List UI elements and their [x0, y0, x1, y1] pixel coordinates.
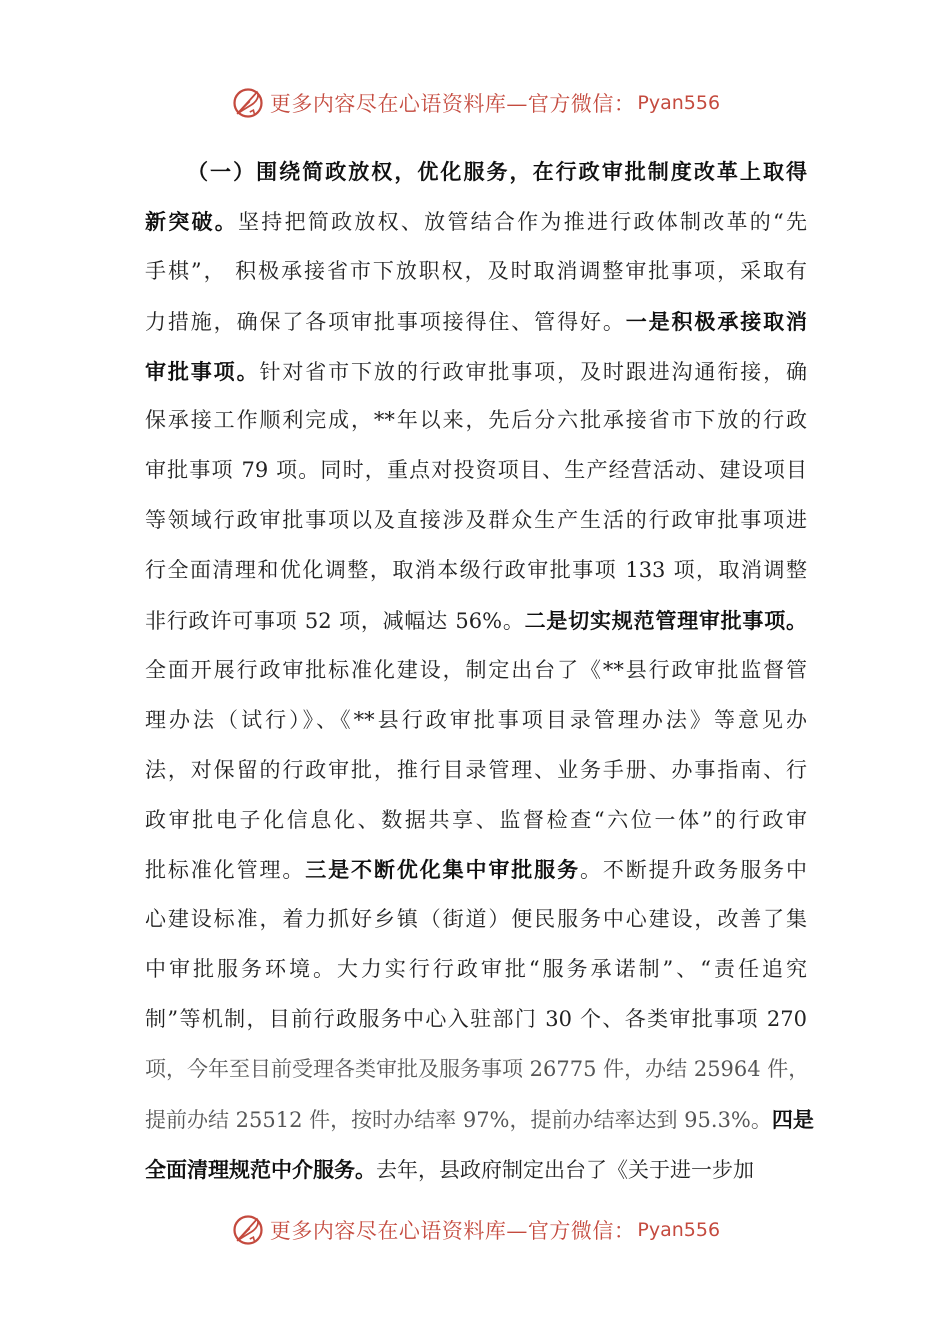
bold-heading-run: 一是积极承接取消	[625, 308, 807, 334]
text-line	[145, 945, 807, 995]
text-run: 。不断提升政务服务中	[579, 858, 808, 883]
text-line	[145, 396, 807, 446]
watermark-wechat-id: Pyan556	[637, 1219, 721, 1241]
text-line	[145, 446, 807, 496]
text-line	[145, 297, 807, 347]
text-run: 批标准化管理。	[145, 858, 306, 883]
text-line	[145, 347, 807, 397]
bold-heading-run: 四是	[771, 1106, 814, 1132]
watermark-text: 更多内容尽在心语资料库—官方微信：	[269, 1219, 636, 1243]
text-line	[145, 1045, 810, 1095]
text-run: 力措施，确保了各项审批事项接得住、管得好。	[145, 309, 626, 334]
bold-heading-run: 审批事项。	[145, 358, 260, 384]
text-run: 去年，县政府制定出台了《关于进一步加	[376, 1157, 754, 1182]
text-line	[145, 496, 807, 546]
text-run: 保承接工作顺利完成，**年以来，先后分六批承接省市下放的行政	[145, 408, 807, 433]
footer-watermark-banner	[0, 1210, 950, 1250]
feather-pen-logo-icon	[230, 1212, 266, 1248]
text-line	[145, 1145, 807, 1195]
text-run: 心建设标准，着力抓好乡镇（街道）便民服务中心建设，改善了集	[145, 907, 807, 932]
text-run: 理办法（试行）》、《**县行政审批事项目录管理办法》等意见办	[145, 707, 807, 732]
text-run: 针对省市下放的行政审批事项，及时跟进沟通衔接，确	[259, 359, 808, 384]
text-run: 行全面清理和优化调整，取消本级行政审批事项 133 项，取消调整	[145, 558, 807, 583]
text-line	[145, 1095, 814, 1145]
text-run: 非行政许可事项 52 项，减幅达 56%。	[145, 609, 525, 634]
text-line	[145, 895, 807, 945]
text-run: 中审批服务环境。大力实行行政审批“服务承诺制”、“责任追究	[145, 957, 807, 982]
bold-heading-run: 新突破。	[145, 208, 239, 234]
feather-pen-logo-icon	[230, 85, 266, 121]
watermark-text: 更多内容尽在心语资料库—官方微信：	[269, 92, 636, 116]
text-line	[145, 796, 807, 846]
document-body	[145, 147, 814, 1195]
text-line	[145, 646, 807, 696]
text-run: 等领域行政审批事项以及直接涉及群众生产生活的行政审批事项进	[145, 508, 807, 533]
text-line	[145, 995, 807, 1045]
text-run: 提前办结 25512 件，按时办结率 97%，提前办结率达到 95.3%。	[145, 1107, 772, 1132]
bold-heading-run: 二是切实规范管理审批事项。	[524, 608, 807, 634]
text-line	[145, 696, 807, 746]
text-run: 政审批电子化信息化、数据共享、监督检查“六位一体”的行政审	[145, 807, 807, 832]
text-run: 全面开展行政审批标准化建设，制定出台了《**县行政审批监督管	[145, 657, 807, 682]
bold-heading-run: 三是不断优化集中审批服务	[305, 857, 580, 883]
text-line	[145, 147, 807, 197]
header-watermark-banner	[0, 83, 950, 123]
text-run: 制”等机制，目前行政服务中心入驻部门 30 个、各类审批事项 270	[145, 1007, 807, 1032]
text-line	[145, 746, 807, 796]
text-line	[145, 546, 807, 596]
watermark-wechat-id: Pyan556	[637, 92, 721, 114]
text-run: 坚持把简政放权、放管结合作为推进行政体制改革的“先	[238, 209, 808, 234]
text-run: 审批事项 79 项。同时，重点对投资项目、生产经营活动、建设项目	[145, 458, 807, 483]
bold-heading-run: 全面清理规范中介服务。	[145, 1156, 376, 1182]
text-line	[145, 845, 807, 895]
text-line	[145, 197, 807, 247]
text-line	[145, 596, 807, 646]
text-run: 项，今年至目前受理各类审批及服务事项 26775 件，办结 25964 件，	[145, 1057, 810, 1082]
text-run: 法，对保留的行政审批，推行目录管理、业务手册、办事指南、行	[145, 757, 807, 782]
text-run: 手棋”， 积极承接省市下放职权，及时取消调整审批事项，采取有	[145, 258, 807, 283]
bold-heading-run: （一）围绕简政放权，优化服务，在行政审批制度改革上取得	[187, 159, 807, 184]
text-line	[145, 247, 807, 297]
